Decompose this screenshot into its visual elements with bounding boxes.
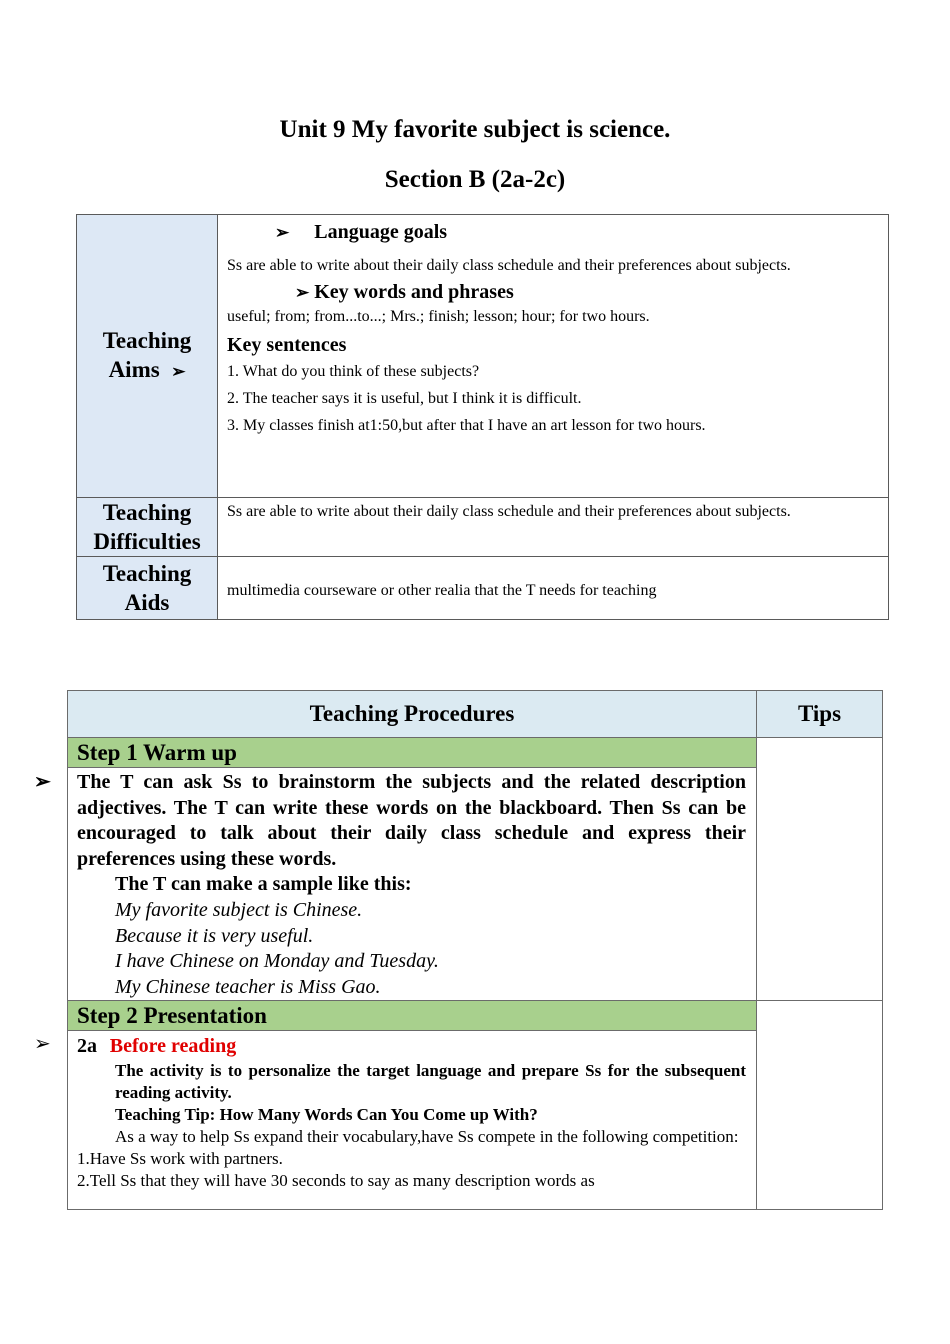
key-sentence: 2. The teacher says it is useful, but I think it is difficult. <box>227 390 582 407</box>
step-1-tips-cell <box>757 738 883 1001</box>
sample-intro: The T can make a sample like this: <box>115 873 412 896</box>
row-label: Teaching Aims ➢ <box>77 215 218 498</box>
row-label: Teaching Aids <box>77 557 218 620</box>
step-1-content <box>34 768 757 1001</box>
key-sentence: 1. What do you think of these subjects? <box>227 363 480 380</box>
tip-title: Teaching Tip: How Many Words Can You Come up With? <box>115 1105 538 1125</box>
row-label: Teaching Difficulties <box>77 498 218 557</box>
sample-line: Because it is very useful. <box>115 924 314 947</box>
part-title: Before reading <box>109 1035 237 1058</box>
sample-line: I have Chinese on Monday and Tuesday. <box>115 950 439 973</box>
document-subtitle: Section B (2a-2c) <box>384 166 566 193</box>
aids-text: multimedia courseware or other realia that the T needs for teaching <box>218 557 889 620</box>
bullet-arrow-icon: ➢ <box>34 771 51 793</box>
key-sentence: 3. My classes finish at1:50,but after that I have an art lesson for two hours. <box>227 417 706 434</box>
sample-line: My Chinese teacher is Miss Gao. <box>115 975 381 998</box>
table-row <box>77 557 889 620</box>
sample-line: My favorite subject is Chinese. <box>115 898 363 921</box>
key-words-heading: Key words and phrases <box>314 281 514 303</box>
step-2-title: Step 2 Presentation <box>68 1001 757 1031</box>
bullet-arrow-icon: ➢ <box>295 283 310 302</box>
header-tips: Tips <box>757 691 883 738</box>
key-sentences-heading: Key sentences <box>227 334 347 356</box>
teaching-aims-table <box>76 214 889 620</box>
purpose-text: The activity is to personalize the target language and prepare Ss for the subsequent reading activity. <box>115 1061 746 1103</box>
step-2-tips-cell <box>757 1001 883 1210</box>
table-header-row <box>68 691 883 738</box>
step-1-paragraph: The T can ask Ss to brainstorm the subjects and the related description adjectives. The T can write these words on the blackboard. Then Ss can be encouraged to talk about their daily class schedule and express their preferences using these words. <box>77 771 746 870</box>
language-goals-heading: Language goals <box>314 221 448 243</box>
part-label: 2a <box>77 1035 97 1058</box>
bullet-arrow-icon: ➢ <box>275 223 290 242</box>
document-title: Unit 9 My favorite subject is science. <box>279 116 671 143</box>
table-row <box>77 215 889 498</box>
step-1-title: Step 1 Warm up <box>68 738 757 768</box>
difficulties-text: Ss are able to write about their daily class schedule and their preferences about subjects. <box>218 498 889 557</box>
language-goals-text: Ss are able to write about their daily class schedule and their preferences about subjects. <box>227 257 791 274</box>
table-row <box>77 498 889 557</box>
tip-item: 2.Tell Ss that they will have 30 seconds to say as many description words as <box>77 1171 595 1191</box>
teaching-procedures-table <box>34 690 883 1210</box>
tip-intro: As a way to help Ss expand their vocabulary,have Ss compete in the following competition: <box>115 1127 739 1147</box>
header-procedures: Teaching Procedures <box>68 691 757 738</box>
key-words-text: useful; from; from...to...; Mrs.; finish; lesson; hour; for two hours. <box>227 308 650 325</box>
step-2-content <box>34 1031 757 1210</box>
row-content <box>218 215 889 498</box>
tip-item: 1.Have Ss work with partners. <box>77 1149 283 1169</box>
bullet-arrow-icon: ➢ <box>34 1033 51 1056</box>
bullet-arrow-icon: ➢ <box>171 362 186 381</box>
